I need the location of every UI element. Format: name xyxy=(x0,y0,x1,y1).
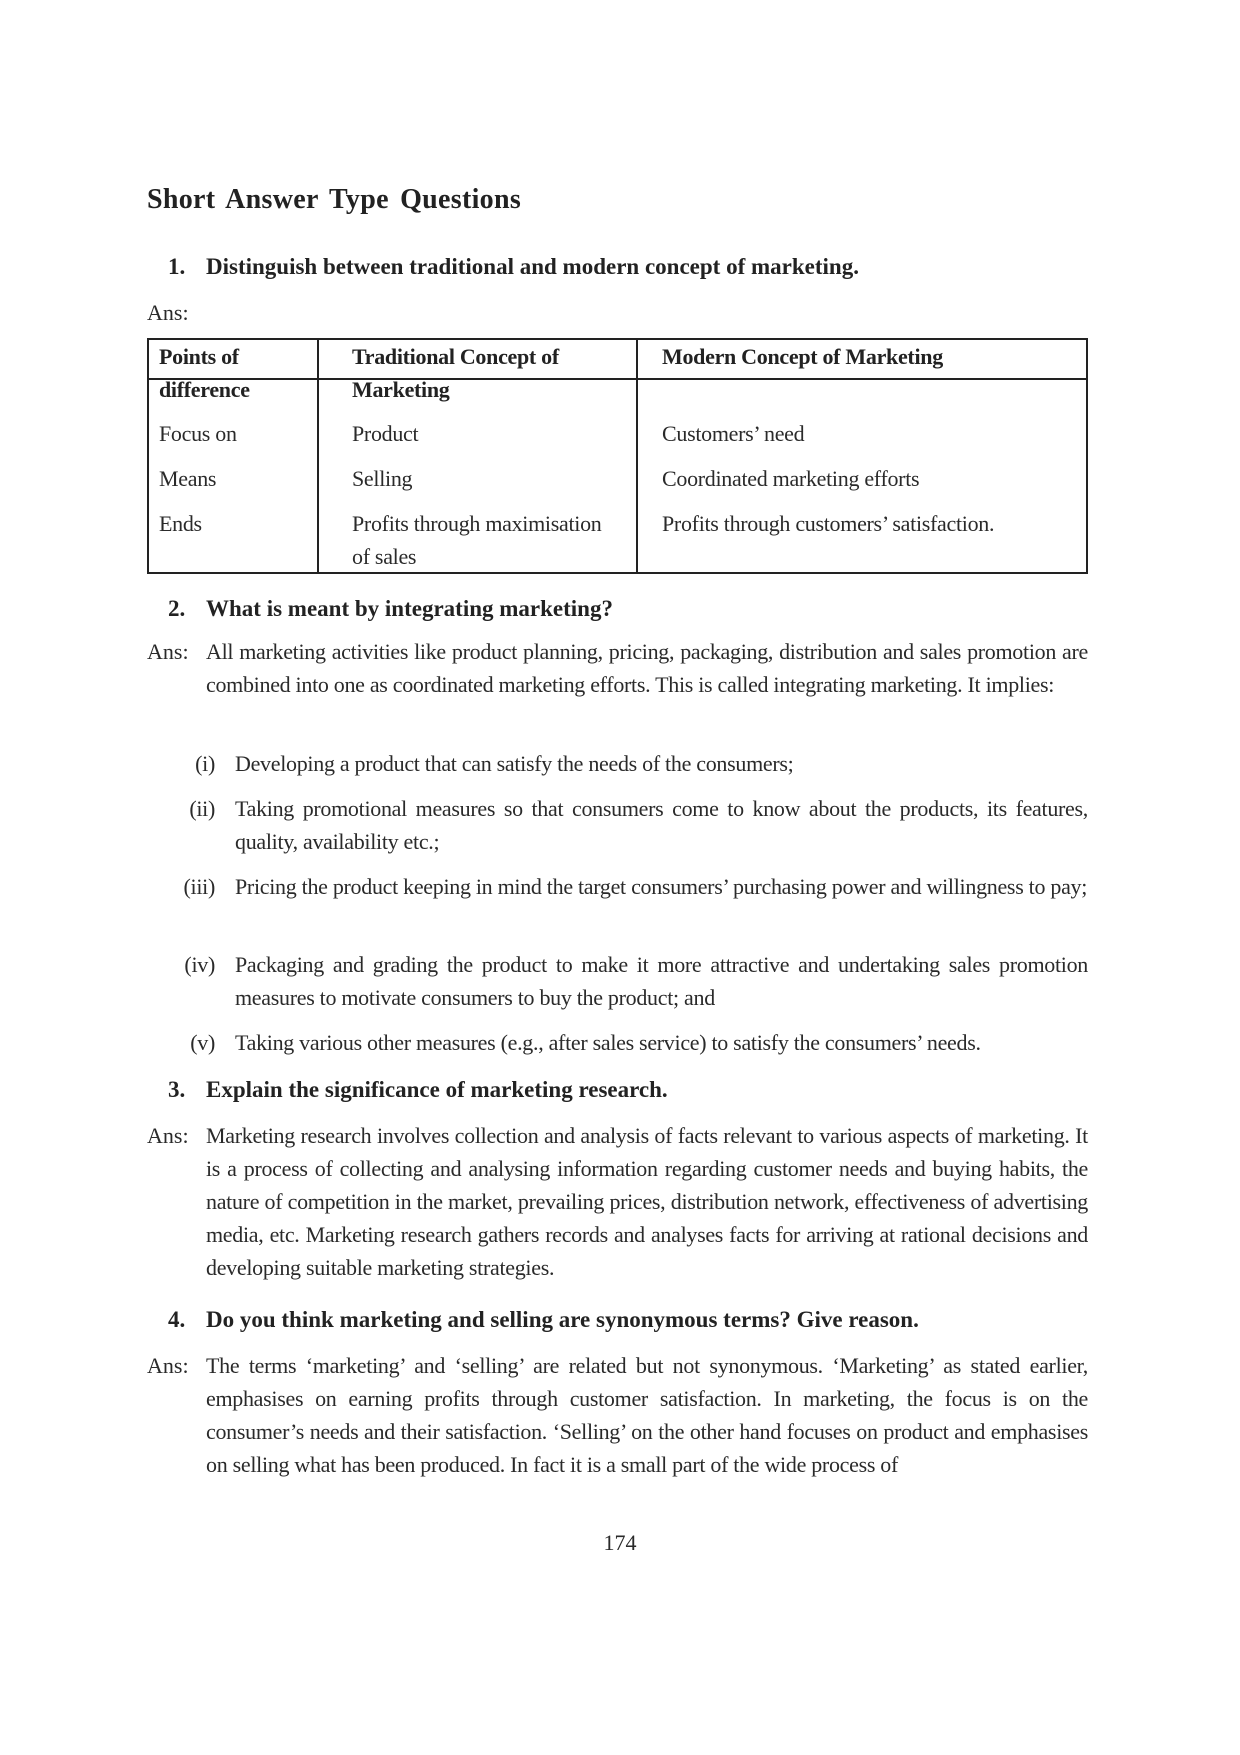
table-row-1-point: Focus on xyxy=(159,421,237,446)
table-row-3-traditional: Profits through maximisation of sales xyxy=(352,511,602,569)
section-title: Short Answer Type Questions xyxy=(147,184,522,215)
table-row-3-point: Ends xyxy=(159,511,202,536)
table-row-1-traditional: Product xyxy=(352,421,419,446)
table-row-2-traditional: Selling xyxy=(352,466,413,491)
comparison-table xyxy=(147,338,1088,574)
table-header-traditional: Traditional Concept of Marketing xyxy=(352,344,559,402)
answer-4-label: Ans: xyxy=(147,1353,189,1378)
list-item-text: Pricing the product keeping in mind the target consumers’ purchasing power and willingness to pay; xyxy=(235,874,1088,899)
list-item xyxy=(183,870,1088,903)
question-3-text: Explain the significance of marketing research. xyxy=(206,1077,668,1102)
question-2-text: What is meant by integrating marketing? xyxy=(206,596,613,621)
list-item-text: Taking various other measures (e.g., after sales service) to satisfy the consumers’ needs. xyxy=(235,1030,981,1055)
list-item-marker: (iv) xyxy=(184,952,215,977)
list-item-marker: (v) xyxy=(190,1030,215,1055)
list-item-marker: (ii) xyxy=(189,796,215,821)
question-1 xyxy=(168,252,1088,282)
table-header-modern: Modern Concept of Marketing xyxy=(662,344,943,369)
table-row-2-modern: Coordinated marketing efforts xyxy=(662,466,920,491)
question-4 xyxy=(168,1305,1088,1335)
question-4-number: 4. xyxy=(168,1307,186,1332)
question-1-text: Distinguish between traditional and modern concept of marketing. xyxy=(206,254,859,279)
list-item-marker: (iii) xyxy=(183,874,215,899)
list-item xyxy=(190,1026,1088,1059)
table-row-1-modern: Customers’ need xyxy=(662,421,805,446)
list-item-text: Taking promotional measures so that consumers come to know about the products, its features, quality, availability etc.; xyxy=(235,796,1088,854)
question-4-text: Do you think marketing and selling are synonymous terms? Give reason. xyxy=(206,1307,919,1332)
table-header-divider xyxy=(149,378,1086,380)
answer-4-text: The terms ‘marketing’ and ‘selling’ are related but not synonymous. ‘Marketing’ as stated earlier, emphasises on earning profits through customer satisfaction. In marketing, the focus is on the consumer’s needs and their satisfaction. ‘Selling’ on the other hand focuses on product and emphasises on selling what has been produced. In fact it is a small part of the wide process of xyxy=(206,1353,1088,1477)
answer-3-label: Ans: xyxy=(147,1123,189,1148)
table-column-divider-1 xyxy=(317,340,319,572)
table-header-points: Points of difference xyxy=(159,344,250,402)
question-2 xyxy=(168,594,1088,624)
list-item xyxy=(189,792,1088,858)
list-item-marker: (i) xyxy=(195,751,215,776)
answer-2-text: All marketing activities like product planning, pricing, packaging, distribution and sales promotion are combined into one as coordinated marketing efforts. This is called integrating marketing. It implies: xyxy=(206,639,1088,697)
question-3 xyxy=(168,1075,1088,1105)
question-2-number: 2. xyxy=(168,596,186,621)
list-item-text: Packaging and grading the product to make it more attractive and undertaking sales promotion measures to motivate consumers to buy the product; and xyxy=(235,952,1088,1010)
table-row-3-modern: Profits through customers’ satisfaction. xyxy=(662,511,995,536)
list-item xyxy=(196,747,1088,780)
answer-3-text: Marketing research involves collection and analysis of facts relevant to various aspects of marketing. It is a process of collecting and analysing information regarding customer needs and buying habits, the nature of competition in the market, prevailing prices, distribution network, effectiveness of advertising media, etc. Marketing research gathers records and analyses facts for arriving at rational decisions and developing suitable marketing strategies. xyxy=(206,1123,1088,1280)
table-row-2-point: Means xyxy=(159,466,217,491)
question-1-number: 1. xyxy=(168,254,186,279)
question-3-number: 3. xyxy=(168,1077,186,1102)
page-number: 174 xyxy=(603,1530,637,1555)
answer-1-label: Ans: xyxy=(147,300,189,325)
list-item-text: Developing a product that can satisfy the needs of the consumers; xyxy=(235,751,794,776)
table-column-divider-2 xyxy=(636,340,638,572)
answer-2-label: Ans: xyxy=(147,639,189,664)
list-item xyxy=(184,948,1088,1014)
